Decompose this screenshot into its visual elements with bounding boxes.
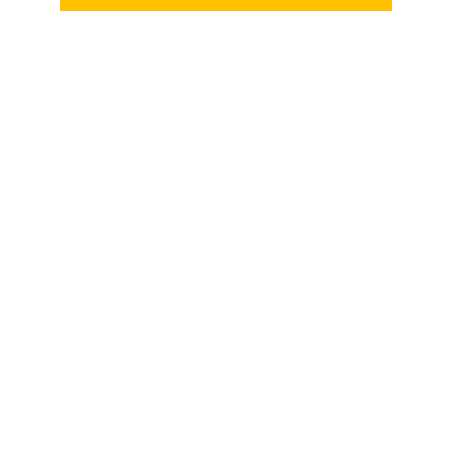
page-title <box>60 0 392 11</box>
barwert-chart <box>150 345 390 450</box>
